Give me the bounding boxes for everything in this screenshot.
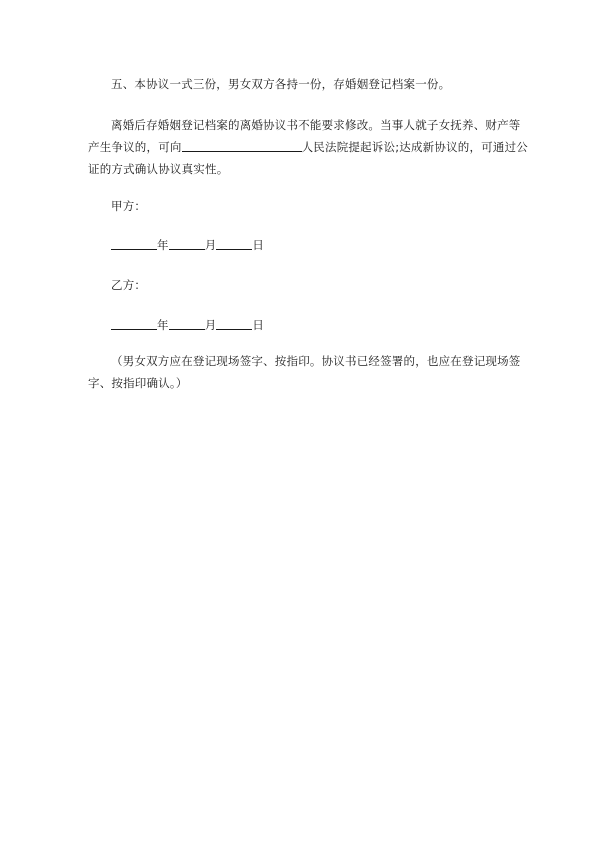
party-b-month-blank[interactable] [169, 317, 205, 330]
no-modification-paragraph [88, 114, 532, 180]
party-a-day-label: 日 [252, 238, 265, 252]
signing-note-text: （男女双方应在登记现场签字、按指印。协议书已经签署的，也应在登记现场签字、按指印确认。） [88, 354, 521, 390]
signing-note-paragraph [88, 350, 532, 394]
party-a-year-label: 年 [157, 238, 169, 252]
party-a-month-label: 月 [204, 238, 217, 252]
party-a-month-blank[interactable] [169, 237, 205, 250]
party-b-month-label: 月 [204, 318, 217, 332]
party-b-year-blank[interactable] [111, 317, 157, 330]
party-a-label: 甲方： [111, 199, 147, 213]
clause-five-paragraph [88, 73, 532, 95]
party-b-line [88, 274, 532, 296]
party-a-line [88, 195, 532, 217]
party-b-day-blank[interactable] [216, 317, 252, 330]
no-modification-text-before: 离婚后存婚姻登记档案的离婚协议书不能要求修改。当事人就子女抚养、财产等产生争议的，可向 [88, 118, 521, 154]
party-a-year-blank[interactable] [111, 237, 157, 250]
clause-five-text: 五、本协议一式三份，男女双方各持一份，存婚姻登记档案一份。 [111, 77, 451, 91]
party-a-day-blank[interactable] [216, 237, 252, 250]
party-b-date-line [88, 314, 532, 336]
party-a-date-line [88, 234, 532, 256]
party-b-label: 乙方： [111, 278, 147, 292]
party-b-year-label: 年 [157, 318, 169, 332]
court-name-blank[interactable] [182, 139, 302, 152]
party-b-day-label: 日 [252, 318, 265, 332]
no-modification-text-after: 人民法院提起诉讼;达成新协议的，可通过公证的方式确认协议真实性。 [88, 140, 528, 176]
